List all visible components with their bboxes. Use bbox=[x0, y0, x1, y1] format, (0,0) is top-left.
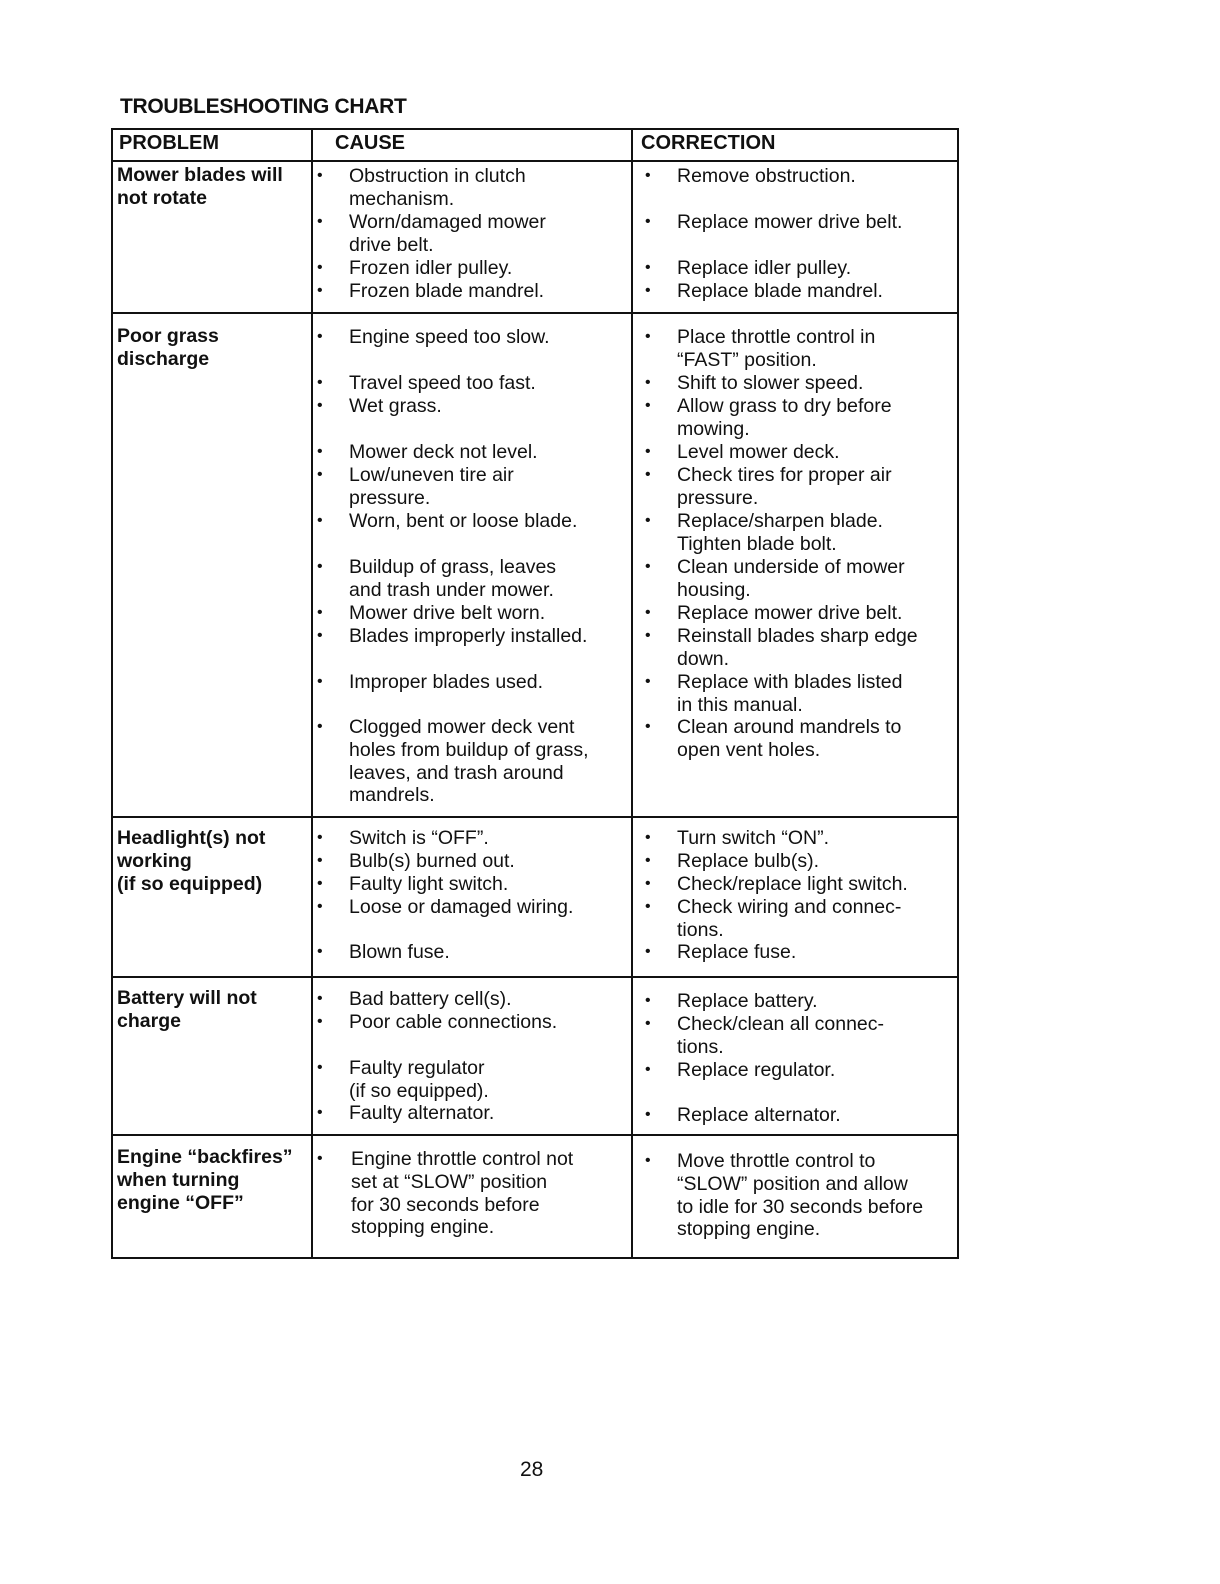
bullet-icon: • bbox=[317, 1150, 323, 1167]
bullet-icon: • bbox=[317, 282, 323, 299]
problem-cell: Engine “backfires” when turning engine “OFF” bbox=[117, 1146, 293, 1214]
cause-item: Frozen idler pulley. bbox=[349, 257, 513, 279]
correction-item: Replace regulator. bbox=[677, 1059, 836, 1081]
problem-cell: Mower blades will not rotate bbox=[117, 164, 283, 209]
column-divider bbox=[311, 130, 313, 1257]
correction-item: Remove obstruction. bbox=[677, 165, 856, 187]
problem-cell: Poor grass discharge bbox=[117, 325, 219, 370]
cause-item: Worn/damaged mower drive belt. bbox=[349, 211, 546, 256]
correction-item: Replace idler pulley. bbox=[677, 257, 852, 279]
bullet-icon: • bbox=[317, 604, 323, 621]
correction-item: Replace/sharpen blade. Tighten blade bolt. bbox=[677, 510, 883, 555]
cause-item: Frozen blade mandrel. bbox=[349, 280, 545, 302]
correction-item: Clean underside of mower housing. bbox=[677, 556, 905, 601]
bullet-icon: • bbox=[645, 992, 651, 1009]
bullet-icon: • bbox=[645, 328, 651, 345]
bullet-icon: • bbox=[317, 673, 323, 690]
cause-item: Buildup of grass, leaves and trash under mower. bbox=[349, 556, 557, 601]
bullet-icon: • bbox=[317, 328, 323, 345]
bullet-icon: • bbox=[317, 990, 323, 1007]
bullet-icon: • bbox=[645, 259, 651, 276]
cause-item: Bulb(s) burned out. bbox=[349, 850, 515, 872]
cause-item: Faulty regulator (if so equipped). bbox=[349, 1057, 489, 1102]
correction-item: Clean around mandrels to open vent holes. bbox=[677, 716, 902, 761]
cause-item: Mower drive belt worn. bbox=[349, 602, 546, 624]
correction-item: Replace fuse. bbox=[677, 941, 797, 963]
bullet-icon: • bbox=[645, 213, 651, 230]
bullet-icon: • bbox=[317, 374, 323, 391]
correction-item: Replace alternator. bbox=[677, 1104, 841, 1126]
correction-item: Turn switch “ON”. bbox=[677, 827, 830, 849]
cause-item: Loose or damaged wiring. bbox=[349, 896, 574, 918]
cause-item: Worn, bent or loose blade. bbox=[349, 510, 578, 532]
cause-item: Faulty light switch. bbox=[349, 873, 509, 895]
cause-item: Engine throttle control not set at “SLOW” position for 30 seconds before stopping engine. bbox=[351, 1148, 574, 1239]
correction-item: Allow grass to dry before mowing. bbox=[677, 395, 892, 440]
bullet-icon: • bbox=[317, 627, 323, 644]
bullet-icon: • bbox=[645, 512, 651, 529]
bullet-icon: • bbox=[645, 875, 651, 892]
bullet-icon: • bbox=[317, 718, 323, 735]
correction-item: Reinstall blades sharp edge down. bbox=[677, 625, 918, 670]
bullet-icon: • bbox=[645, 673, 651, 690]
row-divider bbox=[113, 312, 957, 314]
bullet-icon: • bbox=[317, 875, 323, 892]
bullet-icon: • bbox=[317, 443, 323, 460]
correction-item: Check/replace light switch. bbox=[677, 873, 908, 895]
column-divider bbox=[631, 130, 633, 1257]
row-divider bbox=[113, 1134, 957, 1136]
cause-item: Obstruction in clutch mechanism. bbox=[349, 165, 526, 210]
cause-item: Low/uneven tire air pressure. bbox=[349, 464, 514, 509]
bullet-icon: • bbox=[645, 829, 651, 846]
row-divider bbox=[113, 816, 957, 818]
bullet-icon: • bbox=[645, 1152, 651, 1169]
cause-item: Blades improperly installed. bbox=[349, 625, 588, 647]
correction-item: Move throttle control to “SLOW” position and allow to idle for 30 seconds before stopping engine. bbox=[677, 1150, 924, 1241]
bullet-icon: • bbox=[317, 852, 323, 869]
bullet-icon: • bbox=[317, 829, 323, 846]
bullet-icon: • bbox=[317, 558, 323, 575]
bullet-icon: • bbox=[317, 943, 323, 960]
correction-item: Replace blade mandrel. bbox=[677, 280, 883, 302]
cause-item: Switch is “OFF”. bbox=[349, 827, 489, 849]
cause-item: Poor cable connections. bbox=[349, 1011, 558, 1033]
bullet-icon: • bbox=[317, 259, 323, 276]
row-divider bbox=[113, 976, 957, 978]
bullet-icon: • bbox=[317, 1059, 323, 1076]
bullet-icon: • bbox=[317, 898, 323, 915]
bullet-icon: • bbox=[317, 397, 323, 414]
correction-item: Replace mower drive belt. bbox=[677, 602, 903, 624]
problem-cell: Battery will not charge bbox=[117, 987, 257, 1032]
cause-item: Faulty alternator. bbox=[349, 1102, 495, 1124]
bullet-icon: • bbox=[645, 718, 651, 735]
bullet-icon: • bbox=[645, 558, 651, 575]
bullet-icon: • bbox=[317, 213, 323, 230]
cause-item: Mower deck not level. bbox=[349, 441, 538, 463]
bullet-icon: • bbox=[645, 374, 651, 391]
bullet-icon: • bbox=[317, 1013, 323, 1030]
bullet-icon: • bbox=[645, 282, 651, 299]
bullet-icon: • bbox=[645, 397, 651, 414]
page-number: 28 bbox=[520, 1458, 544, 1481]
correction-item: Place throttle control in “FAST” position. bbox=[677, 326, 876, 371]
bullet-icon: • bbox=[645, 604, 651, 621]
correction-item: Replace mower drive belt. bbox=[677, 211, 903, 233]
cause-item: Travel speed too fast. bbox=[349, 372, 536, 394]
correction-item: Check tires for proper air pressure. bbox=[677, 464, 892, 509]
bullet-icon: • bbox=[317, 1104, 323, 1121]
problem-cell: Headlight(s) not working (if so equipped) bbox=[117, 827, 266, 895]
bullet-icon: • bbox=[317, 167, 323, 184]
troubleshooting-table bbox=[111, 128, 959, 1259]
bullet-icon: • bbox=[645, 852, 651, 869]
correction-item: Replace battery. bbox=[677, 990, 818, 1012]
bullet-icon: • bbox=[645, 1106, 651, 1123]
correction-item: Replace bulb(s). bbox=[677, 850, 819, 872]
correction-item: Level mower deck. bbox=[677, 441, 840, 463]
bullet-icon: • bbox=[317, 512, 323, 529]
bullet-icon: • bbox=[645, 167, 651, 184]
bullet-icon: • bbox=[645, 943, 651, 960]
page-title: TROUBLESHOOTING CHART bbox=[120, 95, 407, 118]
bullet-icon: • bbox=[317, 466, 323, 483]
cause-item: Engine speed too slow. bbox=[349, 326, 550, 348]
header-correction: CORRECTION bbox=[641, 132, 776, 154]
correction-item: Replace with blades listed in this manual. bbox=[677, 671, 903, 716]
cause-item: Bad battery cell(s). bbox=[349, 988, 512, 1010]
bullet-icon: • bbox=[645, 627, 651, 644]
bullet-icon: • bbox=[645, 1015, 651, 1032]
bullet-icon: • bbox=[645, 898, 651, 915]
cause-item: Clogged mower deck vent holes from buildup of grass, leaves, and trash around mandrels. bbox=[349, 716, 589, 807]
cause-item: Improper blades used. bbox=[349, 671, 544, 693]
correction-item: Shift to slower speed. bbox=[677, 372, 864, 394]
bullet-icon: • bbox=[645, 466, 651, 483]
cause-item: Wet grass. bbox=[349, 395, 442, 417]
correction-item: Check wiring and connec- tions. bbox=[677, 896, 902, 941]
correction-item: Check/clean all connec- tions. bbox=[677, 1013, 885, 1058]
bullet-icon: • bbox=[645, 443, 651, 460]
header-cause: CAUSE bbox=[335, 132, 406, 154]
bullet-icon: • bbox=[645, 1061, 651, 1078]
header-divider bbox=[113, 160, 957, 162]
cause-item: Blown fuse. bbox=[349, 941, 450, 963]
header-problem: PROBLEM bbox=[119, 132, 219, 154]
